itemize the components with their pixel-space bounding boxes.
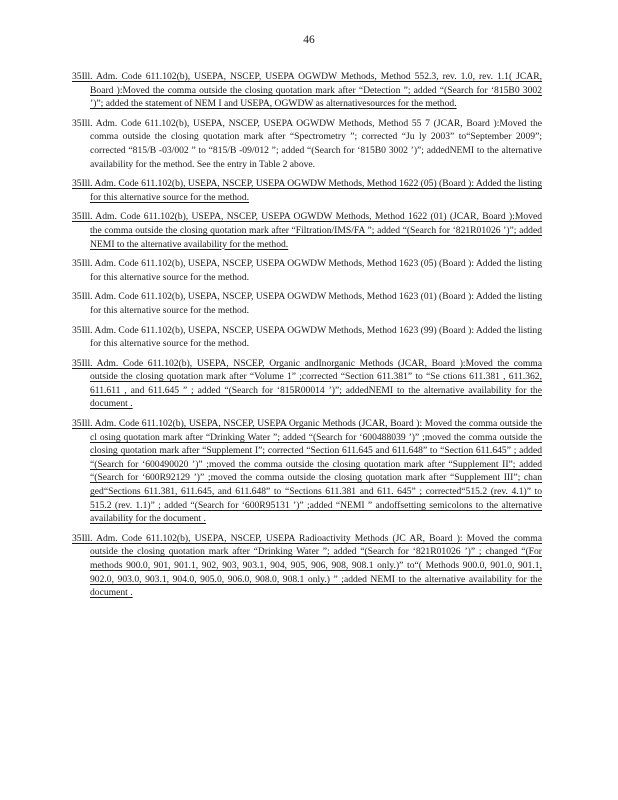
- note-1623-01: 35Ill. Adm. Code 611.102(b), USEPA, NSCEP, USEPA OGWDW Methods, Method 1623 (01) (Board ): Added the listing for this alternative source for the method.: [72, 291, 542, 316]
- note-552-3: 35Ill. Adm. Code 611.102(b), USEPA, NSCEP, USEPA OGWDW Methods, Method 552.3, rev. 1.0, rev. 1.1( JCAR, Board ):Moved the comma outside the closing quotation mark after “Detection ”; added “(Search for ‘815B0 3002 ’)”; added the statement of NEM I and USEPA, OGWDW as alternativesources for the method.: [72, 71, 542, 110]
- note-organic-methods: 35Ill. Adm. Code 611.102(b), USEPA, NSCEP, USEPA Organic Methods (JCAR, Board ): Moved the comma outside the cl osing quotation mark after “Drinking Water ”; added “(Search for ‘600488039 ’)” ;moved the comma outside the closing quotation mark after “Supplement I”; corrected “Section 611.645 and 611.648” to “Section 611.645” ; added “(Search for ‘600490020 ’)” ;moved the comma outside the closing quotation mark after “Supplement II”; added “(Search for ‘600R92129 ’)” ;moved the comma outside the closing quotation mark after “Supplement III”; chan ged“Sections 611.381, 611.645, and 611.648” to “Sections 611.381 and 611. 645” ; corrected“515.2 (rev. 4.1)” to 515.2 (rev. 1.1)” ; added “(Search for ‘600R95131 ’)” ;added “NEMI ” andoffsetting semicolons to the alternative availability for the document .: [72, 418, 542, 525]
- note-radioactivity-methods: 35Ill. Adm. Code 611.102(b), USEPA, NSCEP, USEPA Radioactivity Methods (JC AR, Board ): Moved the comma outside the closing quotation mark after “Drinking Water ”; added “(Search for ‘821R01026 ’)” ; changed “(For methods 900.0, 901, 901.1, 902, 903, 903.1, 904, 905, 906, 908, 908.1 only.)” to“( Methods 900.0, 901.0, 901.1, 902.0, 903.0, 903.1, 904.0, 905.0, 906.0, 908.0, 908.1 only.) ” ;added NEMI to the alternative availability for the document .: [72, 532, 542, 599]
- note-organic-inorganic-methods: 35Ill. Adm. Code 611.102(b), USEPA, NSCEP, Organic andInorganic Methods (JCAR, Board ):Moved the comma outside the closing quotation mark after “Volume 1” ;corrected “Section 611.381” to “Se ctions 611.381 , 611.362, 611.611 , and 611.645 ” ; added “(Search for ‘815R00014 ’)”; addedNEMI to the alternative availability for the document .: [72, 357, 542, 410]
- note-1623-05: 35Ill. Adm. Code 611.102(b), USEPA, NSCEP, USEPA OGWDW Methods, Method 1623 (05) (Board ): Added the listing for this alternative source for the method.: [72, 258, 542, 283]
- note-1623-99: 35Ill. Adm. Code 611.102(b), USEPA, NSCEP, USEPA OGWDW Methods, Method 1623 (99) (Board ): Added the listing for this alternative source for the method.: [72, 324, 542, 350]
- page-number: 46: [303, 34, 315, 46]
- note-1622-01: 35Ill. Adm. Code 611.102(b), USEPA, NSCEP, USEPA OGWDW Methods, Method 1622 (01) (JCAR, Board ):Moved the comma outside the closing quotation mark after “Filtration/IMS/FA ”; added “(Search for ‘821R01026 ’)”; added NEMI to the alternative availability for the method.: [72, 211, 542, 250]
- notes-list: [72, 70, 542, 606]
- note-557: 35Ill. Adm. Code 611.102(b), USEPA, NSCEP, USEPA OGWDW Methods, Method 55 7 (JCAR, Board ):Moved the comma outside the closing quotation mark after “Spectrometry ”; corrected “Ju ly 2003” to“September 2009”; corrected “815/B -03/002 ” to “815/B -09/012 ”; added “(Search for ‘815B0 3002 ’)”; addedNEMI to the alternative availability for the method. See the entry in Table 2 above.: [72, 117, 542, 170]
- note-1622-05: 35Ill. Adm. Code 611.102(b), USEPA, NSCEP, USEPA OGWDW Methods, Method 1622 (05) (Board ): Added the listing for this alternative source for the method.: [72, 178, 542, 203]
